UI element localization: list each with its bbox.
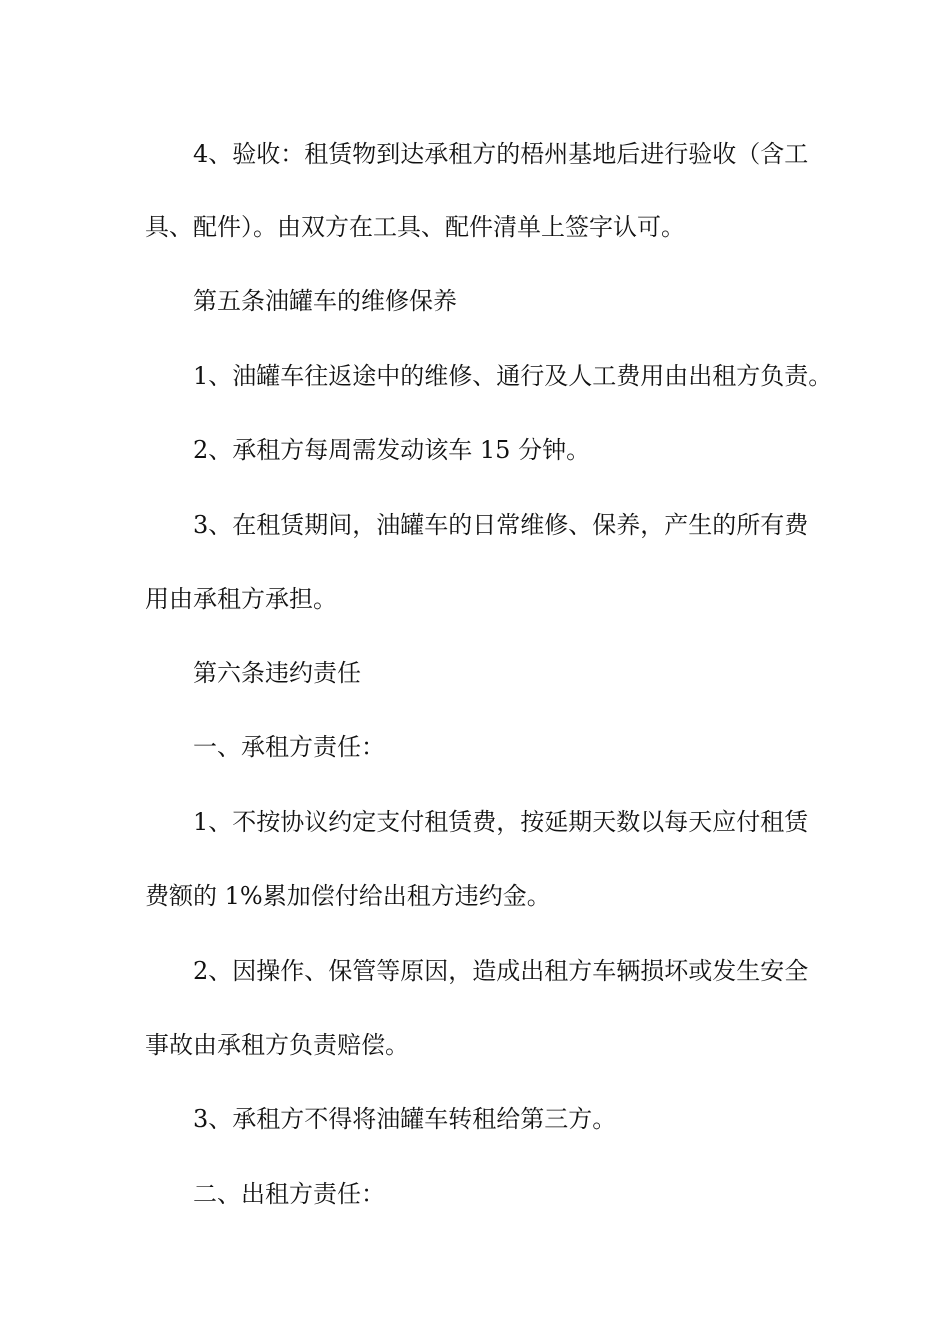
clause-6-1-2-line-2: 事故由承租方负责赔偿。 xyxy=(145,1031,409,1059)
clause-6-1-2-line-1: 2、因操作、保管等原因，造成出租方车辆损坏或发生安全 xyxy=(193,957,809,985)
clause-6-1-1-line-1: 1、不按协议约定支付租赁费，按延期天数以每天应付租赁 xyxy=(193,808,809,836)
paragraph-acceptance-line-2: 具、配件）。由双方在工具、配件清单上签字认可。 xyxy=(145,213,685,241)
clause-5-3-line-1: 3、在租赁期间，油罐车的日常维修、保养，产生的所有费 xyxy=(193,511,809,539)
clause-6-1-3: 3、承租方不得将油罐车转租给第三方。 xyxy=(193,1105,617,1133)
clause-5-2: 2、承租方每周需发动该车 15 分钟。 xyxy=(193,436,591,464)
clause-5-3-line-2: 用由承租方承担。 xyxy=(145,585,337,613)
paragraph-acceptance-line-1: 4、验收：租赁物到达承租方的梧州基地后进行验收（含工 xyxy=(193,140,809,168)
section-heading-article-6: 第六条违约责任 xyxy=(193,659,361,687)
clause-6-1-1-line-2: 费额的 1%累加偿付给出租方违约金。 xyxy=(145,882,551,910)
clause-5-1: 1、油罐车往返途中的维修、通行及人工费用由出租方负责。 xyxy=(193,362,833,390)
subsection-lessor-liability: 二、出租方责任： xyxy=(193,1180,385,1208)
subsection-lessee-liability: 一、承租方责任： xyxy=(193,733,385,761)
section-heading-article-5: 第五条油罐车的维修保养 xyxy=(193,287,457,315)
